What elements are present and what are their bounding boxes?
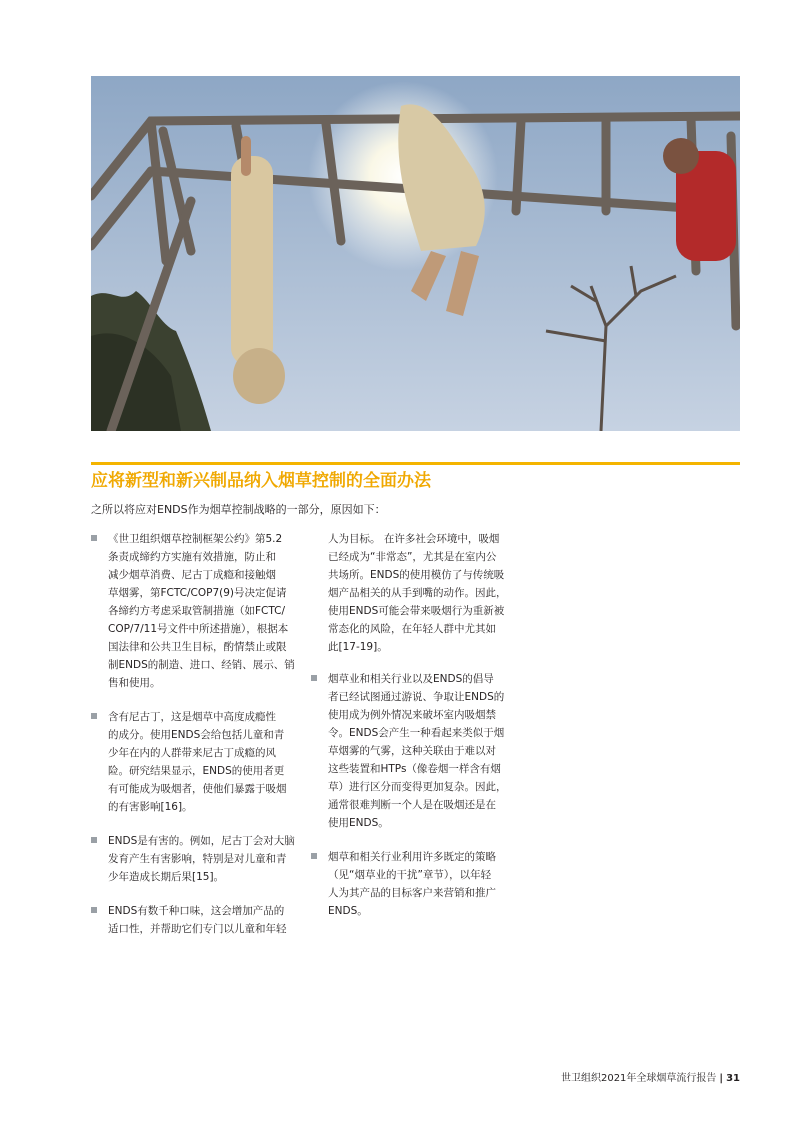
text-line: 已经成为“非常态”，尤其是在室内公 <box>328 551 497 563</box>
text-line: 使用ENDS可能会带来吸烟行为重新被 <box>328 605 505 617</box>
children-on-monkey-bars-photo <box>91 76 740 431</box>
section-rule <box>91 462 740 465</box>
square-bullet-icon <box>91 535 97 541</box>
text-line: 《世卫组织烟草控制框架公约》第5.2 <box>108 533 283 545</box>
bullet-item <box>91 530 295 692</box>
text-line: 这些装置和HTPs（像卷烟一样含有烟 <box>328 763 501 775</box>
text-line: 国法律和公共卫生目标，酌情禁止或限 <box>108 641 287 653</box>
page-number: 31 <box>726 1073 740 1084</box>
text-line: 适口性，并帮助它们专门以儿童和年轻 <box>108 923 287 935</box>
bullet-item <box>311 670 511 832</box>
text-line: 的有害影响[16]。 <box>108 801 193 813</box>
text-line: 少年在内的人群带来尼古丁成瘾的风 <box>108 747 276 759</box>
text-line: 共场所。ENDS的使用模仿了与传统吸 <box>328 569 505 581</box>
text-line: 的成分。使用ENDS会给包括儿童和青 <box>108 729 285 741</box>
square-bullet-icon <box>91 713 97 719</box>
text-line: 使用ENDS。 <box>328 817 389 829</box>
text-line: 通常很难判断一个人是在吸烟还是在 <box>328 799 496 811</box>
text-line: 草烟雾，第FCTC/COP7(9)号决定促请 <box>108 587 287 599</box>
text-line: 草）进行区分而变得更加复杂。因此， <box>328 781 507 793</box>
text-line: （见“烟草业的干扰”章节），以年轻 <box>328 869 492 881</box>
bullet-item <box>311 848 511 920</box>
text-line: 人为其产品的目标客户来营销和推广 <box>328 887 496 899</box>
footer-separator: | <box>719 1073 724 1084</box>
right-column <box>311 530 511 936</box>
text-line: COP/7/11号文件中所述措施），根据本 <box>108 623 289 635</box>
text-line: 各缔约方考虑采取管制措施（如FCTC/ <box>108 605 286 617</box>
text-line: 令。ENDS会产生一种看起来类似于烟 <box>328 727 505 739</box>
text-line: 常态化的风险，在年轻人群中尤其如 <box>328 623 496 635</box>
text-line: 此[17-19]。 <box>328 641 388 653</box>
text-line: ENDS有数千种口味，这会增加产品的 <box>108 905 285 917</box>
text-line: 售和使用。 <box>108 677 161 689</box>
square-bullet-icon <box>311 675 317 681</box>
text-line: 含有尼古丁，这是烟草中高度成瘾性 <box>108 711 276 723</box>
bullet-item <box>91 832 295 886</box>
text-line: ENDS是有害的。例如，尼古丁会对大脑 <box>108 835 295 847</box>
report-title: 世卫组织2021年全球烟草流行报告 <box>560 1073 717 1084</box>
text-line: 者已经试图通过游说、争取让ENDS的 <box>328 691 505 703</box>
page-footer <box>561 1072 740 1086</box>
text-line: 减少烟草消费、尼古丁成瘾和接触烟 <box>108 569 276 581</box>
square-bullet-icon <box>91 837 97 843</box>
text-line: 条责成缔约方实施有效措施，防止和 <box>108 551 276 563</box>
text-line: 有可能成为吸烟者，使他们暴露于吸烟 <box>108 783 287 795</box>
section-heading: 应将新型和新兴制品纳入烟草控制的全面办法 <box>91 471 431 491</box>
text-line: ENDS。 <box>328 905 368 917</box>
text-line: 少年造成长期后果[15]。 <box>108 871 225 883</box>
bullet-item <box>91 902 291 938</box>
text-line: 烟产品相关的从手到嘴的动作。因此， <box>328 587 507 599</box>
section-intro: 之所以将应对ENDS作为烟草控制战略的一部分，原因如下： <box>91 503 386 516</box>
bullet-item-continuation <box>311 530 511 656</box>
text-line: 险。研究结果显示，ENDS的使用者更 <box>108 765 285 777</box>
square-bullet-icon <box>311 853 317 859</box>
cover-photo <box>91 76 740 431</box>
text-line: 制ENDS的制造、进口、经销、展示、销 <box>108 659 295 671</box>
text-line: 草烟雾的气雾，这种关联由于难以对 <box>328 745 496 757</box>
bullet-item <box>91 708 291 816</box>
text-line: 人为目标。 在许多社会环境中，吸烟 <box>328 533 500 545</box>
text-line: 使用成为例外情况来破坏室内吸烟禁 <box>328 709 496 721</box>
text-line: 发育产生有害影响，特别是对儿童和青 <box>108 853 287 865</box>
text-line: 烟草业和相关行业以及ENDS的倡导 <box>328 673 494 685</box>
text-line: 烟草和相关行业利用许多既定的策略 <box>328 851 496 863</box>
left-column <box>91 530 295 954</box>
square-bullet-icon <box>91 907 97 913</box>
